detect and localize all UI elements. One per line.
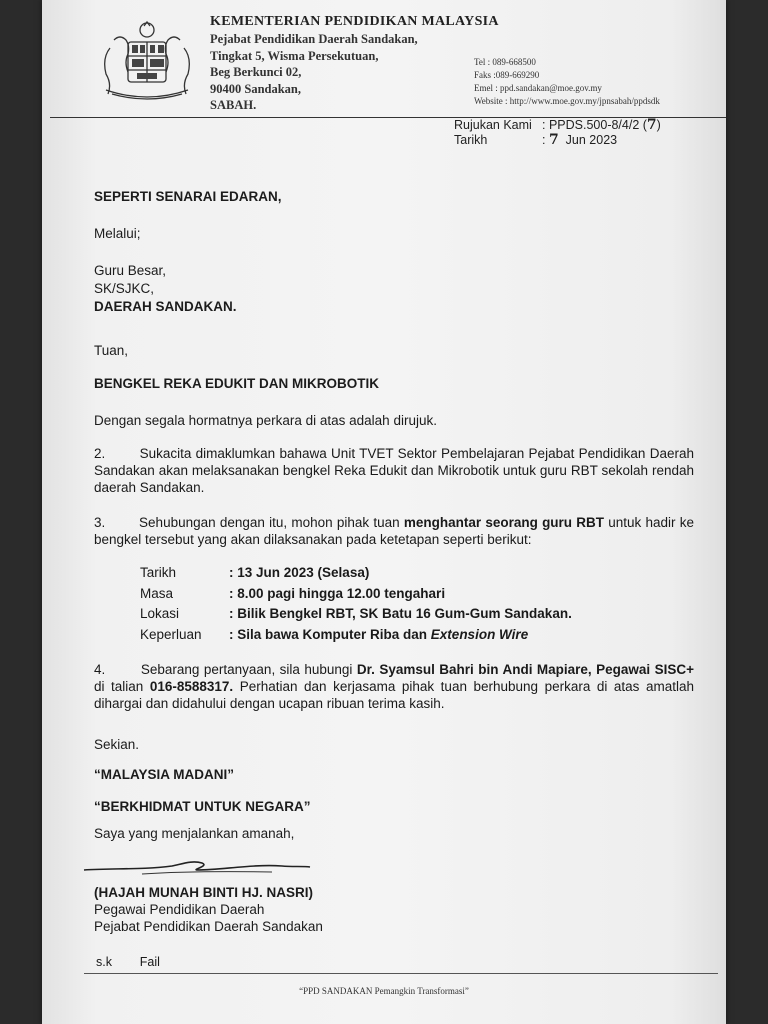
salutation: Tuan,: [94, 343, 129, 358]
contact-website: Website : http://www.moe.gov.my/jpnsabah/ppdsdk: [474, 96, 660, 106]
office-address: [210, 31, 418, 114]
contact-phone: 016-8588317.: [149, 679, 234, 694]
letter-date: Tarikh : 7 Jun 2023: [454, 132, 618, 148]
circular-heading: SEPERTI SENARAI EDARAN,: [94, 189, 282, 204]
opening-line: Dengan segala hormatnya perkara di atas adalah dirujuk.: [94, 413, 437, 428]
signatory-title: Pegawai Pendidikan Daerah: [94, 902, 265, 917]
cc-label: s.k: [96, 955, 112, 969]
detail-row-date: Tarikh : 13 Jun 2023 (Selasa): [140, 565, 370, 580]
handwritten-date-day: 7: [548, 132, 559, 148]
recipient-address: [94, 262, 237, 316]
contact-block: [474, 56, 660, 108]
signatory-office: Pejabat Pendidikan Daerah Sandakan: [94, 919, 323, 934]
letter-subject: BENGKEL REKA EDUKIT DAN MIKROBOTIK: [94, 376, 380, 391]
detail-row-requirement: Keperluan : Sila bawa Komputer Riba dan Extension Wire: [140, 626, 529, 642]
footer-motto: “PPD SANDAKAN Pemangkin Transformasi”: [299, 986, 469, 996]
address-line: Pejabat Pendidikan Daerah Sandakan,: [210, 32, 418, 46]
paragraph-number: 4.: [94, 662, 106, 677]
address-line: SABAH.: [210, 98, 257, 112]
recipient-line: SK/SJKC,: [94, 281, 155, 296]
ministry-name: KEMENTERIAN PENDIDIKAN MALAYSIA: [210, 14, 499, 29]
cc-line: [96, 955, 160, 969]
address-line: 90400 Sandakan,: [210, 81, 302, 96]
address-line: Tingkat 5, Wisma Persekutuan,: [210, 48, 379, 63]
contact-fax: Faks :089-669290: [474, 70, 540, 80]
cc-value: Fail: [139, 955, 160, 969]
reference-block: [454, 118, 661, 148]
contact-tel: Tel : 089-668500: [474, 57, 536, 67]
handwritten-ref-number: 7: [646, 117, 657, 133]
event-details: [140, 563, 572, 645]
paragraph-4: 4. Sebarang pertanyaan, sila hubungi Dr. Syamsul Bahri bin Andi Mapiare, Pegawai SISC+ di talian 016-8588317. Perhatian dan kerjasama pihak tuan berhubung perkara di atas amatlah dihargai dan didahului dengan ucapan ribuan terima kasih.: [94, 662, 694, 711]
detail-row-time: Masa : 8.00 pagi hingga 12.00 tengahari: [140, 585, 446, 601]
recipient-line: Guru Besar,: [94, 263, 167, 278]
paragraph-number: 2.: [94, 446, 106, 461]
handwritten-signature: [82, 854, 312, 880]
detail-row-location: Lokasi : Bilik Bengkel RBT, SK Batu 16 Gum-Gum Sandakan.: [140, 606, 572, 621]
letter-page: [42, 0, 726, 1024]
recipient-district: DAERAH SANDAKAN.: [94, 299, 237, 314]
slogan-berkhidmat: “BERKHIDMAT UNTUK NEGARA”: [94, 799, 311, 814]
signatory-block: [94, 884, 323, 935]
closing-trust-line: Saya yang menjalankan amanah,: [94, 826, 295, 841]
paragraph-number: 3.: [94, 515, 106, 530]
closing-sekian: Sekian.: [94, 737, 140, 752]
address-line: Beg Berkunci 02,: [210, 65, 302, 79]
slogan-madani: “MALAYSIA MADANI”: [94, 767, 235, 782]
contact-person: Dr. Syamsul Bahri bin Andi Mapiare, Pegawai SISC+: [356, 662, 694, 677]
footer-divider: [84, 973, 718, 974]
paragraph-3: 3. Sehubungan dengan itu, mohon pihak tuan menghantar seorang guru RBT untuk hadir ke bengkel tersebut yang akan dilaksanakan pada ketetapan seperti berikut:: [94, 515, 694, 547]
via-label: Melalui;: [94, 226, 141, 241]
paragraph-2: 2. Sukacita dimaklumkan bahawa Unit TVET Sektor Pembelajaran Pejabat Pendidikan Daerah Sandakan akan melaksanakan bengkel Reka Edukit dan Mikrobotik untuk guru RBT sekolah rendah daerah Sandakan.: [94, 446, 694, 495]
contact-email: Emel : ppd.sandakan@moe.gov.my: [474, 83, 602, 93]
reference-number: Rujukan Kami : PPDS.500-8/4/2 (7): [454, 117, 661, 133]
signatory-name: (HAJAH MUNAH BINTI HJ. NASRI): [94, 885, 313, 900]
coat-of-arms-logo: [92, 18, 202, 100]
